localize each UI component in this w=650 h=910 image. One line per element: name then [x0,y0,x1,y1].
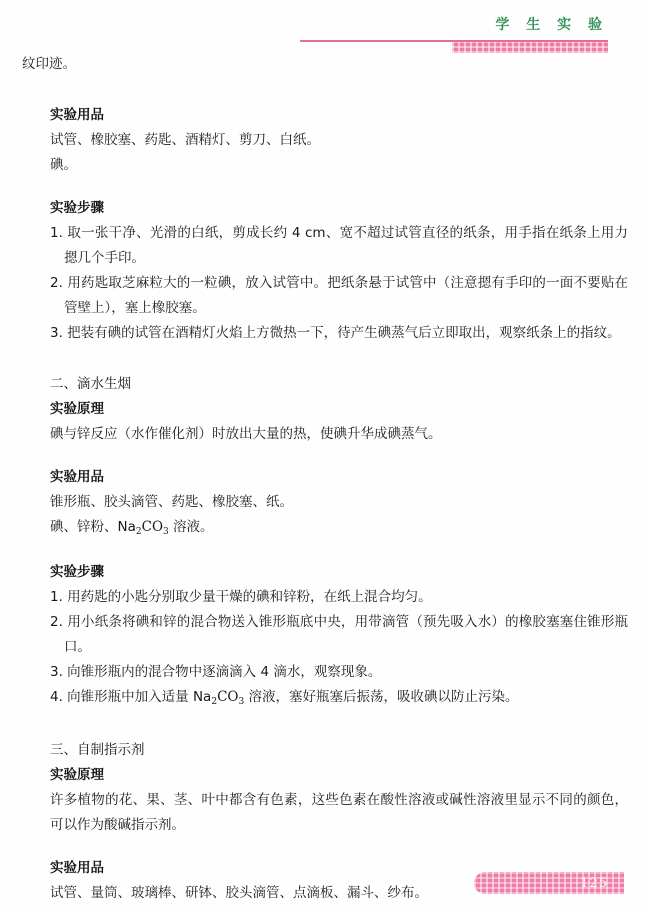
header-title: 学 生 实 验 [495,17,608,33]
section2-materials-line1: 锥形瓶、胶头滴管、药匙、橡胶塞、纸。 [50,494,293,510]
section1-step-2: 2. 用药匙取芝麻粒大的一粒碘，放入试管中。把纸条悬于试管中（注意摁有手印的一面不要贴在管壁上），塞上橡胶塞。 [50,275,628,316]
page-content [22,52,628,906]
materials-formula-mid: CO [141,519,164,535]
section2-steps-heading: 实验步骤 [50,564,104,580]
page-number: 125 [580,876,608,891]
section2-step-2: 2. 用小纸条将碘和锌的混合物送入锥形瓶底中央，用带滴管（预先吸入水）的橡胶塞塞住锥形瓶口。 [50,614,628,655]
section2-materials-line2 [22,515,628,542]
step4-formula-sub2: 3 [238,697,245,707]
section2-step-1: 1. 用药匙的小匙分别取少量干燥的碘和锌粉，在纸上混合均匀。 [50,589,432,605]
section2-principle-text: 碘与锌反应（水作催化剂）时放出大量的热，使碘升华成碘蒸气。 [50,426,442,442]
section2-title: 二、滴水生烟 [50,376,131,392]
section3-principle-heading: 实验原理 [50,767,104,783]
section2-principle-heading: 实验原理 [50,401,104,417]
section1-materials-line1: 试管、橡胶塞、药匙、酒精灯、剪刀、白纸。 [50,132,320,148]
section1-steps-heading: 实验步骤 [50,200,104,216]
section2-step-3: 3. 向锥形瓶内的混合物中逐滴滴入 4 滴水，观察现象。 [50,664,382,680]
page-footer [0,858,650,910]
section3-principle-text: 许多植物的花、果、茎、叶中都含有色素，这些色素在酸性溶液或碱性溶液里显示不同的颜色，可以作为酸碱指示剂。 [50,792,628,833]
section1-materials-heading: 实验用品 [50,107,104,123]
section3-materials-heading: 实验用品 [50,860,104,876]
section1-materials-line2: 碘。 [50,157,77,173]
materials-formula-pre: 碘、锌粉、Na [50,519,136,535]
page-header [0,0,650,58]
section1-step-1: 1. 取一张干净、光滑的白纸，剪成长约 4 cm、宽不超过试管直径的纸条，用手指在纸条上用力摁几个手印。 [50,225,628,266]
section3-title: 三、自制指示剂 [50,742,145,758]
materials-formula-post: 溶液。 [168,519,214,535]
section2-materials-heading: 实验用品 [50,469,104,485]
step4-formula-pre: 4. 向锥形瓶中加入适量 Na [50,689,212,705]
section1-step-3: 3. 把装有碘的试管在酒精灯火焰上方微热一下，待产生碘蒸气后立即取出，观察纸条上的指纹。 [50,325,621,341]
section2-step-4 [22,685,628,712]
step4-formula-sub1: 2 [211,697,218,707]
materials-formula-sub1: 2 [135,527,142,537]
step4-formula-mid: CO [217,689,239,705]
section3-materials-line1: 试管、量筒、玻璃棒、研钵、胶头滴管、点滴板、漏斗、纱布。 [50,885,428,901]
continued-text: 纹印迹。 [22,56,76,72]
materials-formula-sub2: 3 [163,527,169,537]
step4-formula-post: 溶液，塞好瓶塞后振荡，吸收碘以防止污染。 [244,689,519,705]
